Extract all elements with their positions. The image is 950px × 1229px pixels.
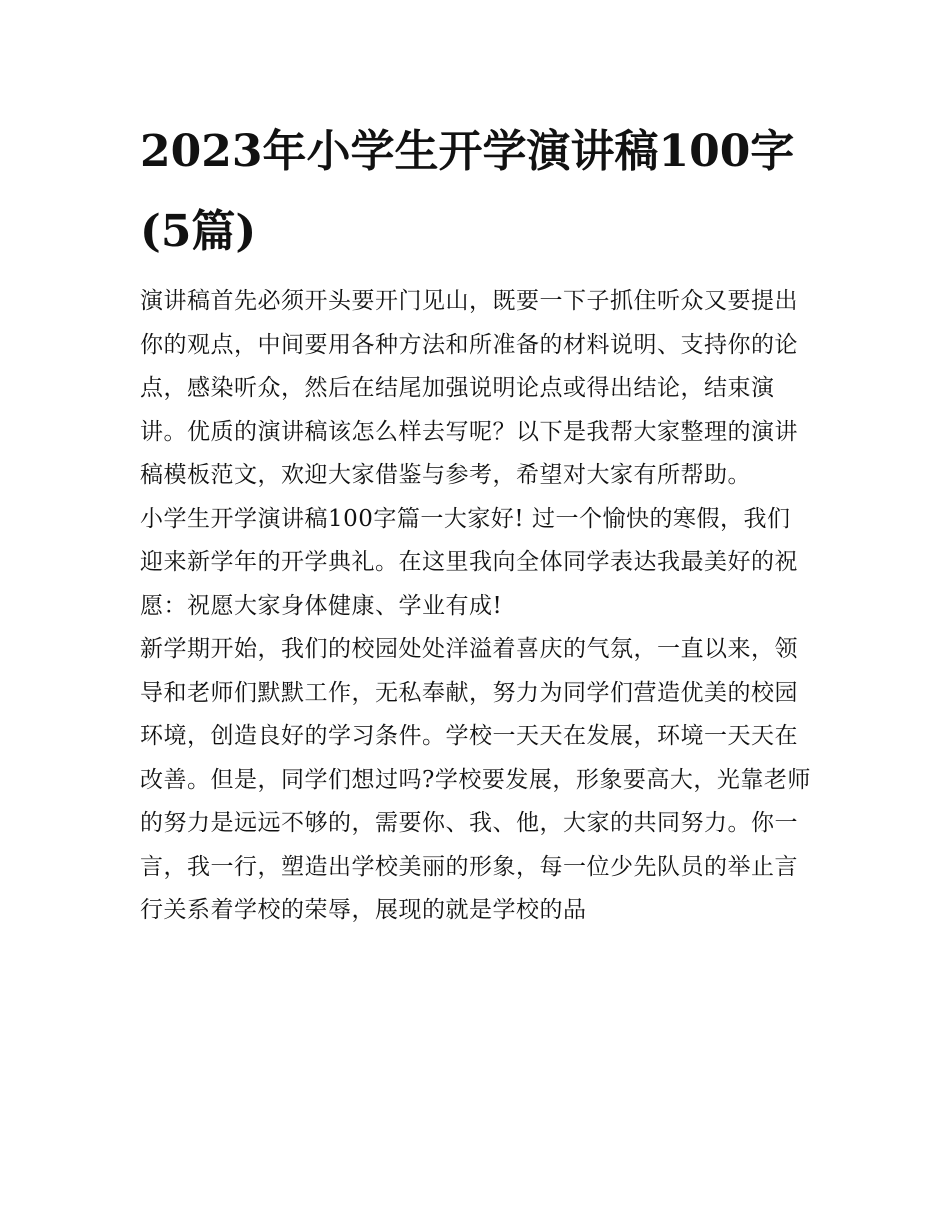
document-title: 2023年小学生开学演讲稿100字(5篇) [140, 126, 795, 257]
document-body [140, 280, 812, 933]
intro-paragraph: 演讲稿首先必须开头要开门见山，既要一下子抓住听众又要提出你的观点，中间要用各种方法和所准备的材料说明、支持你的论点，感染听众，然后在结尾加强说明论点或得出结论，结束演讲。优质的演讲稿该怎么样去写呢？以下是我帮大家整理的演讲稿模板范文，欢迎大家借鉴与参考，希望对大家有所帮助。 [140, 288, 798, 488]
speech-one-opening-paragraph: 小学生开学演讲稿100字篇一大家好! 过一个愉快的寒假，我们迎来新学年的开学典礼。在这里我向全体同学表达我最美好的祝愿：祝愿大家身体健康、学业有成! [140, 505, 798, 619]
speech-one-body-paragraph: 新学期开始，我们的校园处处洋溢着喜庆的气氛，一直以来，领导和老师们默默工作，无私奉献，努力为同学们营造优美的校园环境，创造良好的学习条件。学校一天天在发展，环境一天天在改善。但是，同学们想过吗?学校要发展，形象要高大，光靠老师的努力是远远不够的，需要你、我、他，大家的共同努力。你一言，我一行，塑造出学校美丽的形象，每一位少先队员的举止言行关系着学校的荣辱，展现的就是学校的品 [140, 636, 811, 923]
